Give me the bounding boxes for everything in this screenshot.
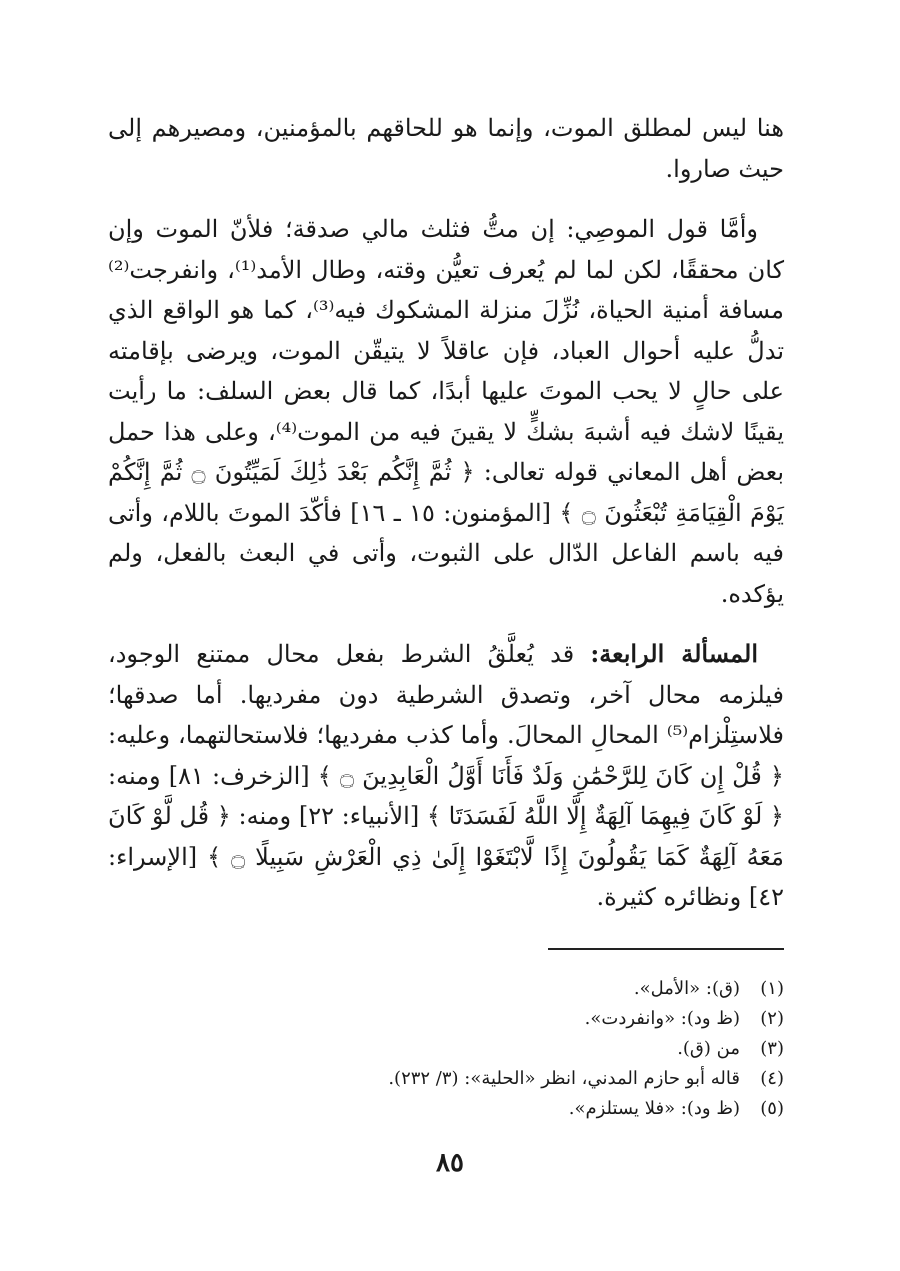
paragraph-2 <box>108 209 784 614</box>
footnote <box>108 1094 784 1124</box>
footnote-number: (١) <box>760 977 784 999</box>
footnote-text: (ظ ود): «وانفردت». <box>584 1007 740 1029</box>
page-content <box>108 108 784 1124</box>
footnote-text: من (ق). <box>677 1037 740 1059</box>
footnote-text: (ق): «الأمل». <box>633 977 740 999</box>
footnote-text: (ظ ود): «فلا يستلزم». <box>568 1097 740 1119</box>
footnote <box>108 1004 784 1034</box>
footnote-separator <box>548 948 784 950</box>
footnote-number: (٤) <box>760 1067 784 1089</box>
paragraph-3 <box>108 634 784 918</box>
footnotes <box>108 974 784 1124</box>
footnote-number: (٢) <box>760 1007 784 1029</box>
page-number: ٨٥ <box>436 1148 464 1178</box>
section-heading: المسألة الرابعة: <box>590 639 758 668</box>
paragraph-1 <box>108 108 784 189</box>
footnote-number: (٣) <box>760 1037 784 1059</box>
footnote <box>108 974 784 1004</box>
footnote-number: (٥) <box>760 1097 784 1119</box>
paragraph-1-text: هنا ليس لمطلق الموت، وإنما هو للحاقهم بالمؤمنين، ومصيرهم إلى حيث صاروا. <box>108 114 784 183</box>
paragraph-3-text: قد يُعلَّقُ الشرط بفعل محال ممتنع الوجود، فيلزمه محال آخر، وتصدق الشرطية دون مفرديها. أما صدقها؛ فلاستِلْزام⁽⁵⁾ المحالِ المحالَ. وأما كذب مفرديها؛ فلاستحالتهما، وعليه: ﴿ قُلْ إِن كَانَ لِلرَّحْمَٰنِ وَلَدٌ فَأَنَا أَوَّلُ الْعَابِدِينَ ۝ ﴾ [الزخرف: ٨١] ومنه: ﴿ لَوْ كَانَ فِيهِمَا آلِهَةٌ إِلَّا اللَّهُ لَفَسَدَتَا ﴾ [الأنبياء: ٢٢] ومنه: ﴿ قُل لَّوْ كَانَ مَعَهُ آلِهَةٌ كَمَا يَقُولُونَ إِذًا لَّابْتَغَوْا إِلَىٰ ذِي الْعَرْشِ سَبِيلًا ۝ ﴾ [الإسراء: ٤٢] ونظائره كثيرة. <box>108 640 784 911</box>
footnote <box>108 1034 784 1064</box>
footnote-text: قاله أبو حازم المدني، انظر «الحلية»: (٣/ ٢٣٢). <box>388 1067 740 1089</box>
paragraph-2-text: وأمَّا قول الموصِي: إن متُّ فثلث مالي صدقة؛ فلأنّ الموت وإن كان محققًا، لكن لما لم يُعرف تعيُّن وقته، وطال الأمد⁽¹⁾، وانفرجت⁽²⁾ مسافة أمنية الحياة، نُزِّلَ منزلة المشكوك فيه⁽³⁾، كما هو الواقع الذي تدلُّ عليه أحوال العباد، فإن عاقلاً لا يتيقّن الموت، ويرضى بإقامته على حالٍ لا يحب الموتَ عليها أبدًا، كما قال بعض السلف: ما رأيت يقينًا لاشك فيه أشبهَ بشكٍّ لا يقينَ فيه من الموت⁽⁴⁾، وعلى هذا حمل بعض أهل المعاني قوله تعالى: ﴿ ثُمَّ إِنَّكُم بَعْدَ ذَٰلِكَ لَمَيِّتُونَ ۝ ثُمَّ إِنَّكُمْ يَوْمَ الْقِيَامَةِ تُبْعَثُونَ ۝ ﴾ [المؤمنون: ١٥ ـ ١٦] فأكّدَ الموتَ باللام، وأتى فيه باسم الفاعل الدّال على الثبوت، وأتى في البعث بالفعل، ولم يؤكده. <box>108 215 785 608</box>
footnote <box>108 1064 784 1094</box>
